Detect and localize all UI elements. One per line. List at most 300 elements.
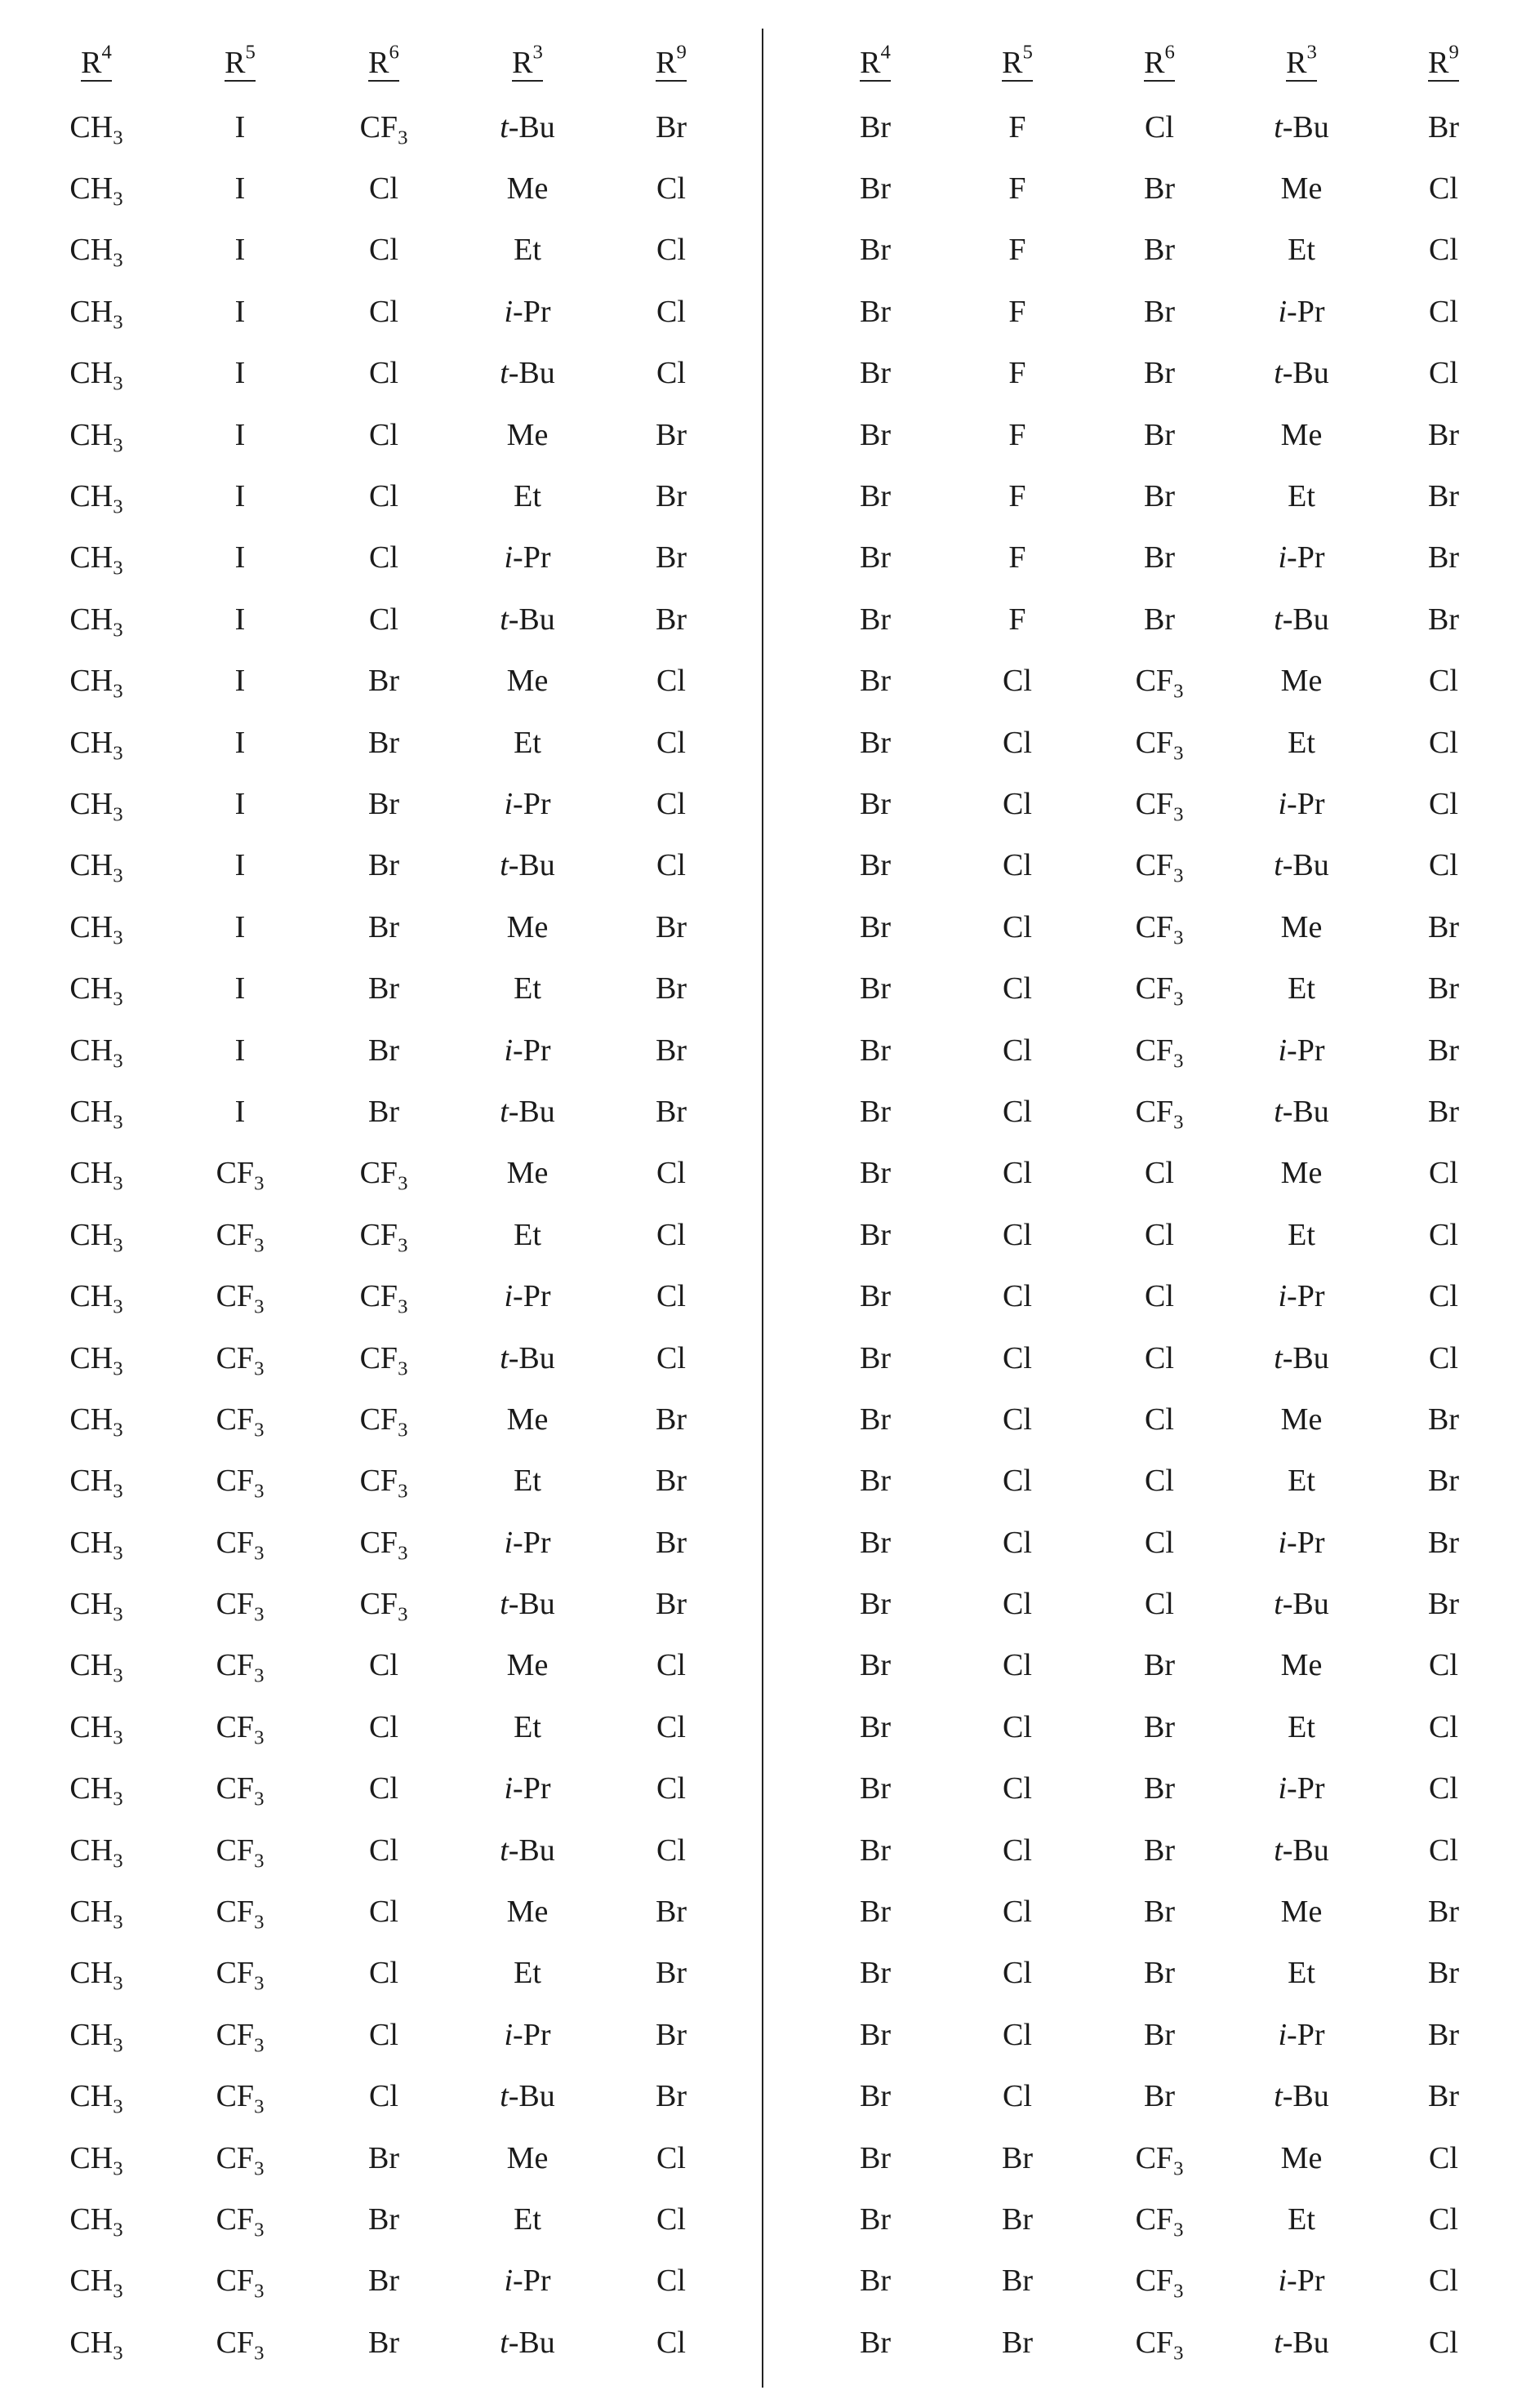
table-cell: Br: [860, 1648, 891, 1683]
table-cell: Cl: [1145, 1402, 1174, 1437]
header-label: $R^5$: [1002, 41, 1033, 80]
table-cell: Br: [1428, 417, 1459, 452]
table-cell: Et: [1288, 1464, 1315, 1499]
table-cell: i-Pr: [1278, 294, 1325, 329]
italic-prefix: t: [500, 1833, 509, 1868]
table-row: [24, 1327, 743, 1388]
table-cell: t-Bu: [500, 2325, 555, 2360]
table-row: [804, 1388, 1515, 1450]
table-cell: Br: [368, 664, 399, 699]
table-cell: Cl: [656, 1217, 686, 1252]
table-cell: Me: [1280, 1648, 1323, 1683]
table-cell: I: [234, 664, 246, 699]
table-cell: $CF_3$: [216, 1464, 265, 1503]
table-cell: Me: [506, 171, 549, 207]
column-header-r5: [946, 33, 1088, 96]
table-cell: Br: [860, 479, 891, 514]
table-cell: I: [234, 479, 246, 514]
table-cell: I: [234, 294, 246, 329]
table-cell: Et: [514, 1217, 541, 1252]
table-cell: Me: [1280, 171, 1323, 207]
table-cell: Et: [514, 971, 541, 1006]
table-cell: Cl: [1429, 1833, 1458, 1868]
table-cell: Br: [368, 786, 399, 821]
table-cell: Cl: [1003, 786, 1032, 821]
table-row: [24, 1143, 743, 1204]
table-cell: $CH_3$: [69, 1833, 123, 1873]
table-cell: $CH_3$: [69, 1217, 123, 1257]
table-cell: Cl: [1429, 2325, 1458, 2360]
table-cell: Br: [368, 2140, 399, 2175]
table-cell: $CH_3$: [69, 971, 123, 1011]
table-cell: Br: [1428, 1464, 1459, 1499]
table-cell: $CH_3$: [69, 2079, 123, 2118]
table-cell: Cl: [369, 2017, 398, 2052]
table-cell: $CF_3$: [359, 1402, 408, 1442]
header-label: $R^9$: [1428, 41, 1459, 80]
table-cell: Br: [860, 1895, 891, 1930]
table-cell: Br: [860, 1279, 891, 1314]
table-cell: Cl: [656, 233, 686, 268]
table-cell: Br: [860, 602, 891, 637]
table-row: [804, 1327, 1515, 1388]
table-cell: Cl: [656, 848, 686, 883]
table-cell: Br: [860, 2325, 891, 2360]
table-cell: Br: [1428, 1956, 1459, 1991]
column-header-r6: [1088, 33, 1230, 96]
table-cell: Br: [1002, 2264, 1033, 2299]
table-cell: Et: [514, 725, 541, 760]
table-cell: t-Bu: [500, 356, 555, 391]
table-cell: t-Bu: [500, 109, 555, 144]
italic-prefix: t: [1274, 848, 1283, 883]
table-cell: Br: [860, 1217, 891, 1252]
table-cell: Br: [860, 233, 891, 268]
substituent-table-left: [24, 33, 743, 2373]
table-cell: Br: [656, 540, 687, 575]
table-cell: t-Bu: [500, 1094, 555, 1129]
table-cell: Br: [1144, 2079, 1175, 2114]
table-cell: Br: [656, 1587, 687, 1622]
table-cell: Br: [1428, 909, 1459, 944]
italic-prefix: i: [504, 1771, 514, 1806]
table-cell: $CH_3$: [69, 2017, 123, 2057]
table-cell: Br: [656, 2079, 687, 2114]
table-cell: $CH_3$: [69, 1033, 123, 1073]
table-cell: i-Pr: [504, 294, 551, 329]
table-cell: $CH_3$: [69, 540, 123, 580]
table-row: [804, 2188, 1515, 2250]
table-cell: t-Bu: [1274, 356, 1329, 391]
table-row: [24, 1020, 743, 1081]
table-cell: Cl: [1003, 1033, 1032, 1068]
italic-prefix: i: [504, 1279, 514, 1314]
table-cell: Cl: [369, 1956, 398, 1991]
table-cell: Br: [1428, 1033, 1459, 1068]
table-cell: Cl: [1429, 725, 1458, 760]
italic-prefix: t: [500, 848, 509, 883]
table-cell: $CH_3$: [69, 233, 123, 273]
table-cell: t-Bu: [500, 602, 555, 637]
table-cell: Br: [860, 725, 891, 760]
table-cell: t-Bu: [500, 2079, 555, 2114]
italic-prefix: i: [504, 1033, 514, 1068]
table-cell: t-Bu: [1274, 1340, 1329, 1375]
table-cell: i-Pr: [1278, 786, 1325, 821]
table-cell: Br: [1144, 1956, 1175, 1991]
table-cell: Et: [1288, 479, 1315, 514]
table-cell: I: [234, 171, 246, 207]
table-cell: Br: [1428, 1402, 1459, 1437]
italic-prefix: t: [1274, 1587, 1283, 1622]
table-cell: Cl: [1003, 1648, 1032, 1683]
table-cell: Cl: [1429, 1340, 1458, 1375]
table-cell: $CH_3$: [69, 417, 123, 457]
table-cell: I: [234, 1033, 246, 1068]
table-cell: Br: [860, 1464, 891, 1499]
table-cell: Br: [368, 2201, 399, 2237]
table-cell: Cl: [369, 233, 398, 268]
table-cell: Br: [368, 2264, 399, 2299]
column-header-r5: [168, 33, 312, 96]
header-label: $R^3$: [1286, 41, 1317, 80]
table-row: [24, 1512, 743, 1573]
table-cell: Br: [860, 417, 891, 452]
header-superscript: 6: [1164, 41, 1175, 64]
table-cell: i-Pr: [504, 786, 551, 821]
table-cell: i-Pr: [504, 2017, 551, 2052]
table-cell: Cl: [1003, 2079, 1032, 2114]
table-cell: $CF_3$: [1135, 664, 1184, 703]
table-cell: Cl: [1003, 971, 1032, 1006]
table-row: [24, 1943, 743, 2004]
table-cell: Cl: [656, 1648, 686, 1683]
column-header-r4: [24, 33, 168, 96]
table-cell: Cl: [369, 417, 398, 452]
table-cell: Cl: [1003, 664, 1032, 699]
table-cell: i-Pr: [504, 1033, 551, 1068]
table-cell: Cl: [1003, 1895, 1032, 1930]
table-cell: $CH_3$: [69, 1340, 123, 1380]
table-cell: Cl: [656, 356, 686, 391]
table-cell: Br: [1144, 1895, 1175, 1930]
table-row: [24, 281, 743, 342]
column-divider: [762, 29, 763, 2388]
table-cell: $CH_3$: [69, 2264, 123, 2303]
table-cell: Cl: [1429, 1156, 1458, 1191]
table-cell: Br: [860, 1587, 891, 1622]
header-superscript: 4: [880, 41, 891, 64]
italic-prefix: t: [1274, 356, 1283, 391]
table-row: [24, 896, 743, 957]
header-row: [24, 33, 743, 96]
table-cell: Cl: [656, 1156, 686, 1191]
table-cell: Et: [514, 2201, 541, 2237]
table-cell: $CH_3$: [69, 1771, 123, 1810]
table-row: [804, 712, 1515, 773]
table-row: [24, 1758, 743, 1819]
table-row: [804, 96, 1515, 158]
table-cell: i-Pr: [1278, 1279, 1325, 1314]
header-superscript: 3: [1306, 41, 1317, 64]
table-row: [24, 1635, 743, 1696]
italic-prefix: t: [1274, 2079, 1283, 2114]
italic-prefix: t: [500, 356, 509, 391]
table-row: [24, 404, 743, 465]
table-cell: Br: [368, 1094, 399, 1129]
table-cell: Et: [1288, 1217, 1315, 1252]
table-cell: Cl: [1429, 1217, 1458, 1252]
table-cell: Br: [860, 1956, 891, 1991]
table-cell: t-Bu: [1274, 2079, 1329, 2114]
table-cell: Me: [1280, 2140, 1323, 2175]
header-label: $R^9$: [656, 41, 687, 80]
italic-prefix: i: [1278, 2264, 1288, 2299]
table-cell: Et: [1288, 2201, 1315, 2237]
table-cell: Cl: [369, 479, 398, 514]
table-cell: Br: [860, 1156, 891, 1191]
table-row: [804, 1758, 1515, 1819]
italic-prefix: i: [504, 786, 514, 821]
italic-prefix: i: [1278, 294, 1288, 329]
table-cell: Br: [860, 1833, 891, 1868]
table-cell: I: [234, 725, 246, 760]
table-cell: $CF_3$: [1135, 2325, 1184, 2365]
table-cell: Br: [1002, 2325, 1033, 2360]
table-row: [24, 465, 743, 526]
table-cell: Cl: [1429, 2140, 1458, 2175]
italic-prefix: i: [504, 2017, 514, 2052]
table-cell: $CF_3$: [359, 109, 408, 149]
table-cell: Cl: [1145, 1279, 1174, 1314]
table-cell: Cl: [1003, 1833, 1032, 1868]
table-row: [24, 527, 743, 589]
table-cell: Cl: [1003, 1771, 1032, 1806]
table-cell: F: [1008, 171, 1026, 207]
table-cell: $CF_3$: [216, 2079, 265, 2118]
table-row: [804, 1143, 1515, 1204]
table-row: [804, 1696, 1515, 1757]
table-cell: $CH_3$: [69, 664, 123, 703]
table-cell: Cl: [1003, 909, 1032, 944]
table-cell: I: [234, 786, 246, 821]
table-cell: $CF_3$: [1135, 848, 1184, 888]
table-cell: Me: [1280, 909, 1323, 944]
table-cell: Cl: [656, 2201, 686, 2237]
table-row: [804, 1265, 1515, 1326]
table-cell: $CF_3$: [216, 1279, 265, 1318]
table-cell: $CH_3$: [69, 1587, 123, 1626]
table-cell: $CF_3$: [1135, 2201, 1184, 2241]
table-cell: Br: [656, 2017, 687, 2052]
table-row: [24, 773, 743, 834]
table-row: [804, 1451, 1515, 1512]
table-cell: Br: [656, 417, 687, 452]
table-cell: Br: [860, 294, 891, 329]
table-cell: $CH_3$: [69, 1279, 123, 1318]
table-row: [804, 2312, 1515, 2373]
table-cell: Cl: [656, 1340, 686, 1375]
table-row: [804, 957, 1515, 1019]
table-cell: t-Bu: [500, 1340, 555, 1375]
italic-prefix: i: [1278, 1771, 1288, 1806]
table-cell: F: [1008, 294, 1026, 329]
table-row: [804, 2066, 1515, 2127]
italic-prefix: t: [1274, 109, 1283, 144]
table-cell: F: [1008, 540, 1026, 575]
table-cell: Br: [1144, 356, 1175, 391]
table-cell: $CH_3$: [69, 171, 123, 211]
table-cell: $CF_3$: [216, 1340, 265, 1380]
table-cell: Cl: [1003, 1464, 1032, 1499]
table-cell: t-Bu: [1274, 848, 1329, 883]
table-row: [24, 1573, 743, 1634]
table-cell: F: [1008, 602, 1026, 637]
table-cell: $CF_3$: [216, 2017, 265, 2057]
table-cell: Br: [656, 971, 687, 1006]
table-cell: Br: [860, 2201, 891, 2237]
header-label: $R^6$: [1144, 41, 1175, 80]
table-cell: $CH_3$: [69, 725, 123, 765]
table-cell: F: [1008, 233, 1026, 268]
table-cell: $CF_3$: [216, 2325, 265, 2365]
table-cell: t-Bu: [500, 1587, 555, 1622]
table-cell: Br: [368, 2325, 399, 2360]
table-cell: $CF_3$: [216, 2140, 265, 2180]
table-cell: I: [234, 848, 246, 883]
table-cell: Et: [514, 233, 541, 268]
table-cell: Br: [1428, 1525, 1459, 1560]
table-row: [804, 220, 1515, 281]
table-cell: Cl: [1145, 109, 1174, 144]
table-cell: t-Bu: [1274, 1833, 1329, 1868]
table-cell: t-Bu: [1274, 1094, 1329, 1129]
table-cell: Cl: [1003, 1156, 1032, 1191]
table-cell: $CH_3$: [69, 848, 123, 888]
table-cell: F: [1008, 479, 1026, 514]
table-cell: $CH_3$: [69, 909, 123, 949]
table-cell: Br: [656, 909, 687, 944]
table-cell: Cl: [369, 1771, 398, 1806]
table-cell: Br: [1002, 2140, 1033, 2175]
header-row: [804, 33, 1515, 96]
table-cell: Cl: [1145, 1340, 1174, 1375]
table-cell: Cl: [656, 1279, 686, 1314]
table-cell: Me: [506, 664, 549, 699]
italic-prefix: i: [1278, 786, 1288, 821]
table-cell: Br: [656, 1464, 687, 1499]
table-row: [24, 158, 743, 219]
table-cell: Br: [1428, 479, 1459, 514]
table-cell: Br: [860, 909, 891, 944]
table-cell: Me: [506, 2140, 549, 2175]
table-cell: $CH_3$: [69, 1156, 123, 1195]
table-row: [24, 1081, 743, 1142]
table-cell: t-Bu: [500, 1833, 555, 1868]
table-cell: Br: [1428, 1587, 1459, 1622]
header-superscript: 5: [245, 41, 256, 64]
table-row: [804, 2127, 1515, 2188]
table-cell: Me: [506, 417, 549, 452]
table-cell: Br: [1428, 109, 1459, 144]
table-cell: Br: [1428, 1895, 1459, 1930]
table-cell: Br: [1144, 540, 1175, 575]
table-cell: $CF_3$: [359, 1525, 408, 1565]
table-cell: Br: [1144, 1648, 1175, 1683]
italic-prefix: t: [1274, 1340, 1283, 1375]
header-superscript: 9: [676, 41, 687, 64]
header-label: $R^4$: [860, 41, 891, 80]
table-cell: Br: [860, 786, 891, 821]
table-cell: Cl: [369, 1648, 398, 1683]
table-cell: Br: [656, 109, 687, 144]
table-cell: Br: [1144, 294, 1175, 329]
italic-prefix: t: [500, 1587, 509, 1622]
table-row: [24, 1819, 743, 1881]
table-cell: I: [234, 109, 246, 144]
table-cell: Br: [860, 109, 891, 144]
table-cell: Br: [1144, 171, 1175, 207]
substituent-table-right: [804, 33, 1515, 2373]
italic-prefix: i: [504, 1525, 514, 1560]
table-cell: $CF_3$: [1135, 971, 1184, 1011]
column-header-r3: [1230, 33, 1373, 96]
table-cell: Cl: [369, 540, 398, 575]
table-row: [804, 343, 1515, 404]
table-cell: Br: [860, 2017, 891, 2052]
header-superscript: 6: [389, 41, 399, 64]
table-cell: $CH_3$: [69, 786, 123, 826]
italic-prefix: i: [1278, 540, 1288, 575]
italic-prefix: t: [1274, 1833, 1283, 1868]
italic-prefix: t: [500, 602, 509, 637]
table-cell: Me: [1280, 417, 1323, 452]
table-cell: i-Pr: [1278, 1525, 1325, 1560]
table-cell: i-Pr: [504, 1771, 551, 1806]
table-cell: Br: [1002, 2201, 1033, 2237]
table-row: [24, 2250, 743, 2312]
table-cell: Br: [1428, 2079, 1459, 2114]
table-row: [24, 2188, 743, 2250]
table-cell: Cl: [656, 664, 686, 699]
table-cell: Cl: [1429, 664, 1458, 699]
table-cell: i-Pr: [504, 2264, 551, 2299]
table-row: [804, 589, 1515, 650]
table-cell: Cl: [656, 1709, 686, 1744]
table-cell: Cl: [656, 2325, 686, 2360]
table-cell: Et: [514, 1464, 541, 1499]
table-cell: Br: [1144, 1709, 1175, 1744]
table-row: [24, 343, 743, 404]
table-cell: Br: [860, 171, 891, 207]
italic-prefix: t: [500, 2325, 509, 2360]
table-row: [24, 2066, 743, 2127]
table-row: [24, 1696, 743, 1757]
italic-prefix: i: [1278, 1525, 1288, 1560]
header-superscript: 4: [101, 41, 112, 64]
italic-prefix: t: [500, 1340, 509, 1375]
table-row: [24, 589, 743, 650]
table-cell: Br: [860, 664, 891, 699]
table-cell: $CF_3$: [1135, 2140, 1184, 2180]
column-header-r3: [456, 33, 599, 96]
table-cell: Cl: [369, 2079, 398, 2114]
table-cell: $CF_3$: [216, 1587, 265, 1626]
italic-prefix: t: [500, 109, 509, 144]
table-cell: $CF_3$: [216, 1217, 265, 1257]
table-row: [804, 651, 1515, 712]
table-cell: $CF_3$: [216, 2201, 265, 2241]
